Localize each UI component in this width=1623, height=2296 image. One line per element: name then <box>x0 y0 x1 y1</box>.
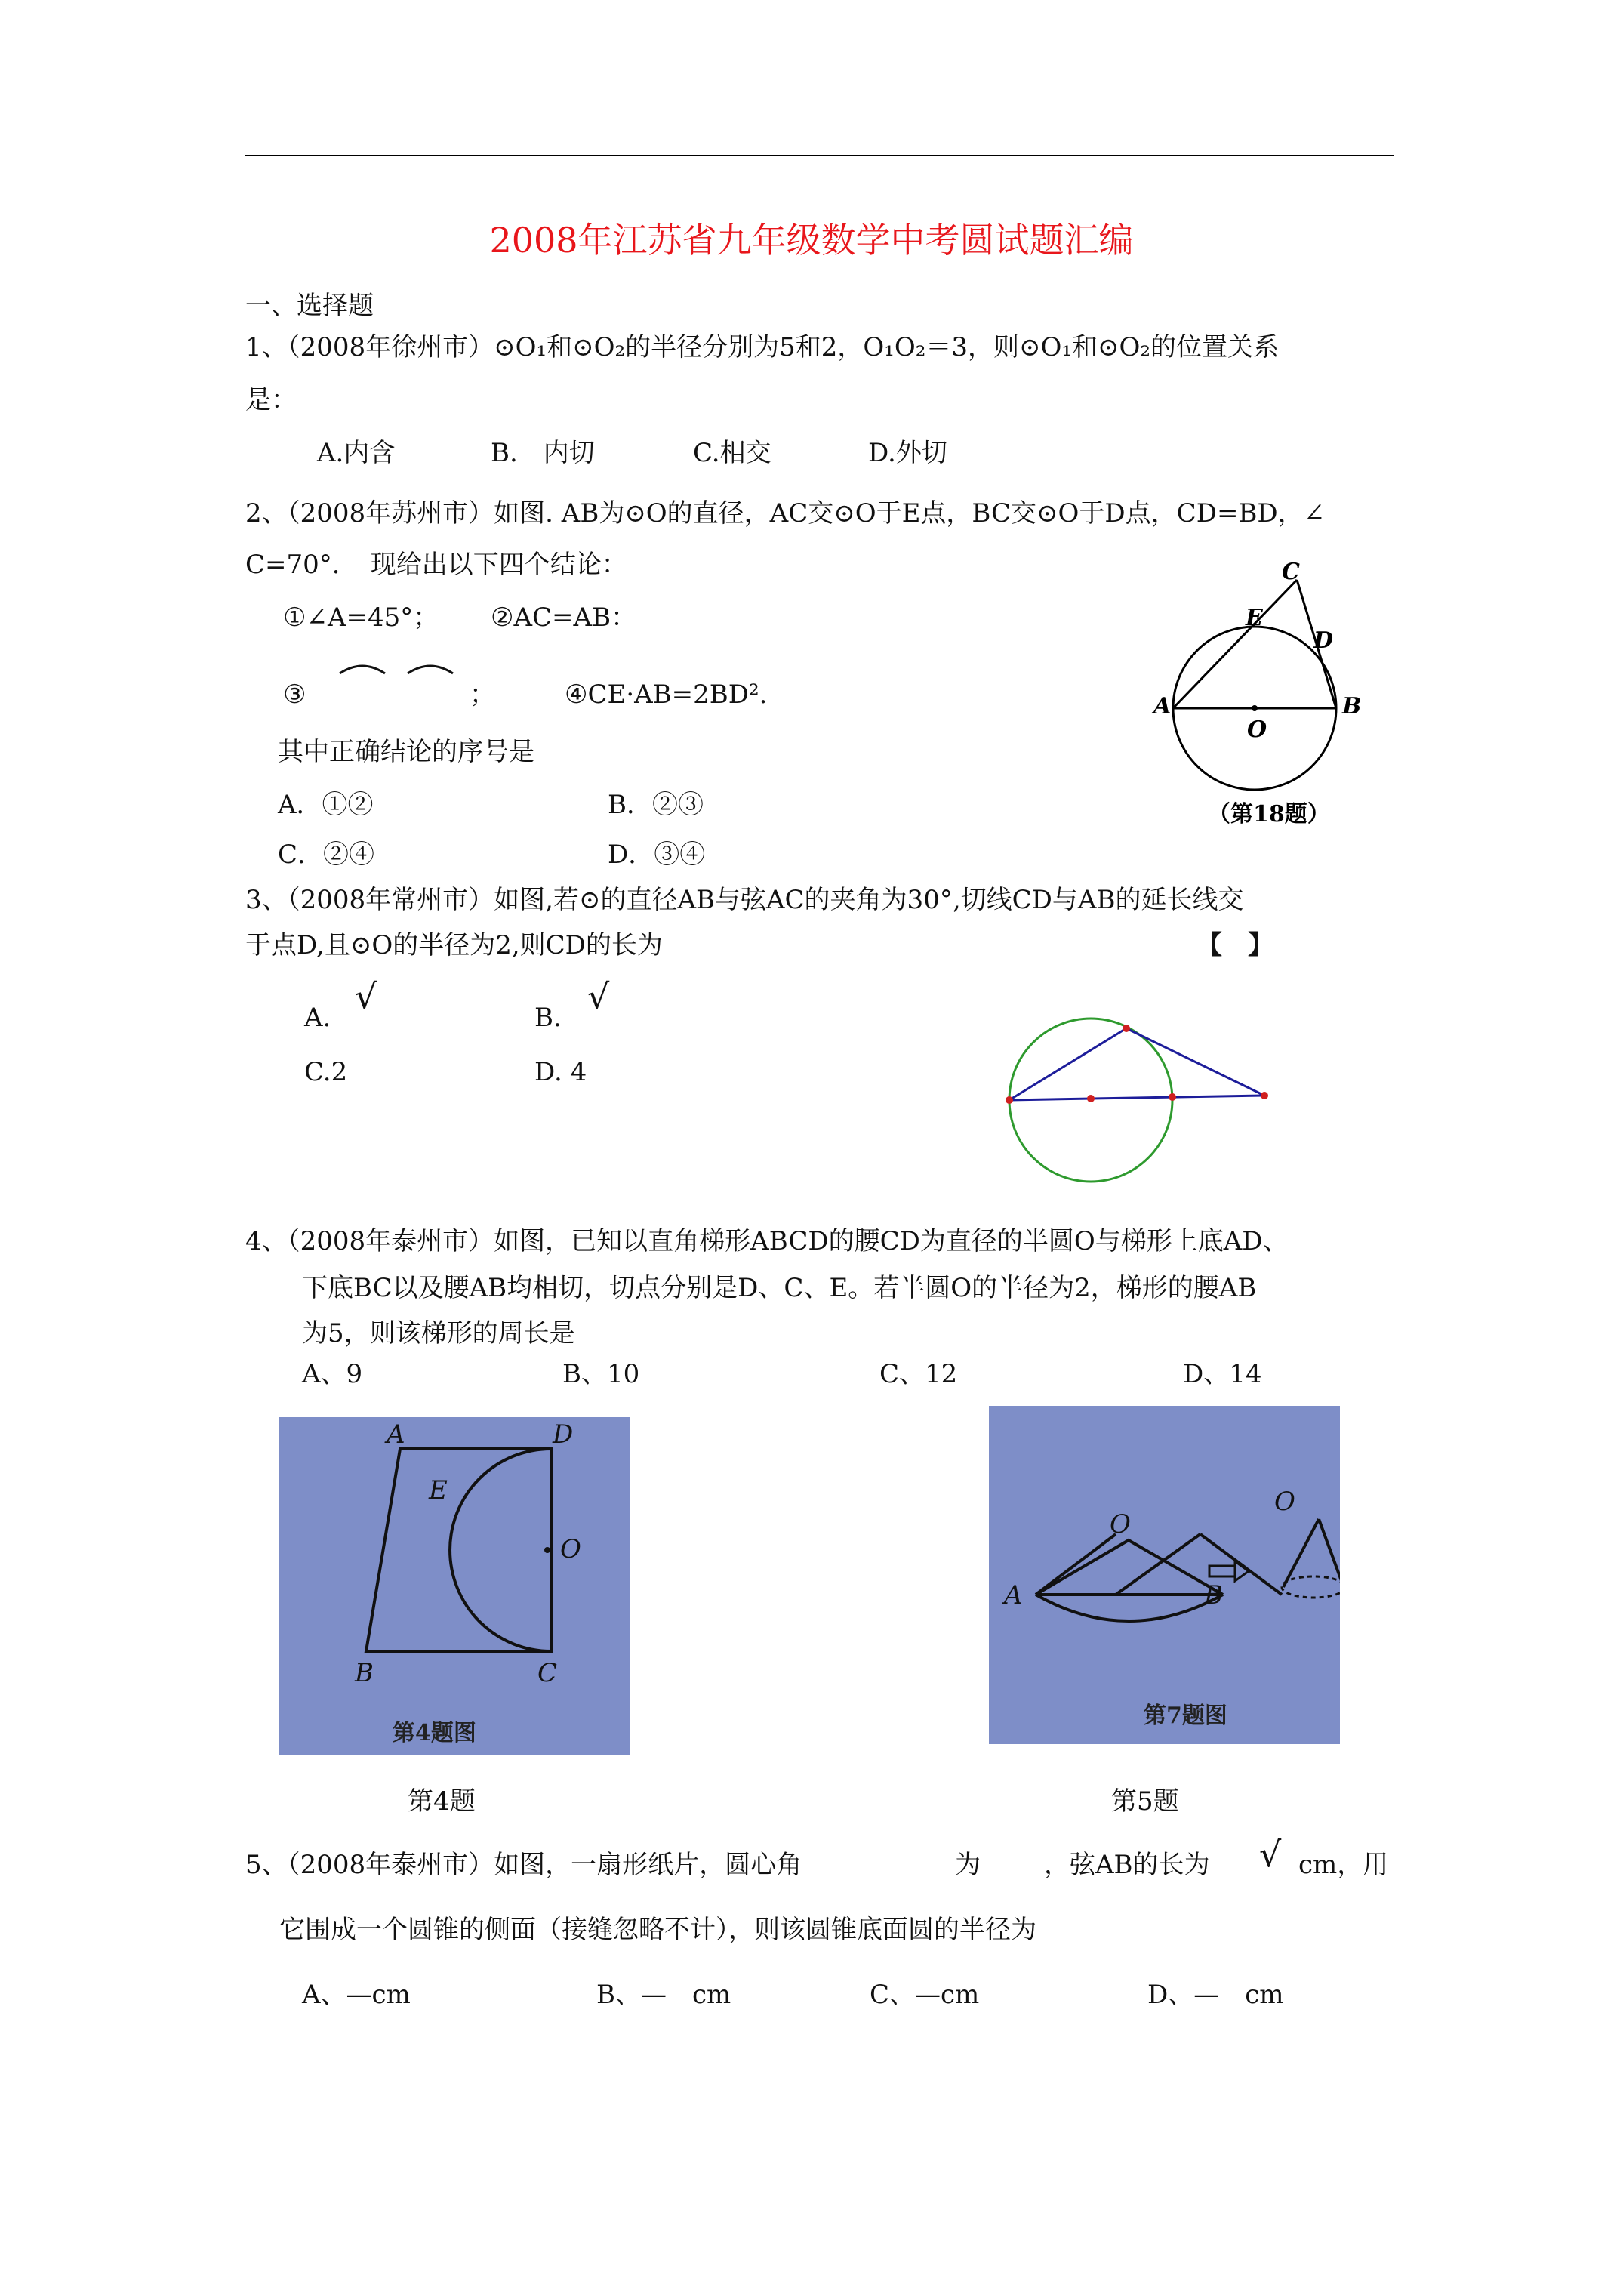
point-o <box>1087 1095 1095 1102</box>
q2-conclusion-4: ④CE·AB=2BD². <box>565 680 768 710</box>
q2-line1: 2、（2008年苏州市）如图. AB为⊙O的直径，AC交⊙O于E点，BC交⊙O于D点，CD=BD，∠ <box>245 498 1326 529</box>
q3-option-d: D. 4 <box>534 1057 587 1087</box>
q3-figure <box>996 1012 1276 1193</box>
line-ac <box>1173 580 1297 708</box>
q2-option-d: D．③④ <box>608 840 706 870</box>
trapezoid-abcd <box>366 1449 551 1651</box>
page-title: 2008年江苏省九年级数学中考圆试题汇编 <box>489 220 1134 260</box>
label-e: E <box>1246 605 1263 631</box>
q2-conclusion-3: ③ <box>283 680 306 710</box>
label-a: A <box>1153 693 1172 720</box>
q4-line3: 为5，则该梯形的周长是 <box>302 1318 575 1348</box>
point-b <box>1169 1093 1176 1101</box>
q4-option-c: C、12 <box>879 1359 958 1389</box>
q4-line2: 下底BC以及腰AB均相切，切点分别是D、C、E。若半圆O的半径为2，梯形的腰AB <box>302 1273 1257 1303</box>
label-a: A <box>1004 1580 1023 1610</box>
arrow-body <box>1209 1566 1235 1576</box>
line-ad <box>1009 1096 1264 1100</box>
q5-option-b: B、— cm <box>596 1980 731 2010</box>
line-cd <box>1126 1028 1264 1096</box>
label-d: D <box>1313 627 1334 654</box>
q1-line1: 1、（2008年徐州市）⊙O₁和⊙O₂的半径分别为5和2，O₁O₂＝3，则⊙O₁和⊙O₂的位置关系 <box>245 332 1280 362</box>
q1-option-c: C.相交 <box>693 438 771 468</box>
q1-line2: 是： <box>245 385 297 415</box>
q2-figure-caption: （第18题） <box>1208 801 1330 827</box>
q5-line1-a: 5、（2008年泰州市）如图，一扇形纸片，圆心角 <box>245 1850 802 1880</box>
q5-option-c: C、—cm <box>870 1980 980 2010</box>
semicircle-o <box>450 1449 551 1651</box>
point-o <box>544 1547 550 1553</box>
q3-line2: 于点D,且⊙O的半径为2,则CD的长为 <box>245 930 663 960</box>
label-o: O <box>1110 1509 1131 1539</box>
q3-option-c: C.2 <box>304 1057 348 1087</box>
q1-option-a: A.内含 <box>317 438 396 468</box>
q5-line1-c: ，弦AB的长为 <box>1044 1850 1210 1880</box>
q4-line1: 4、（2008年泰州市）如图，已知以直角梯形ABCD的腰CD为直径的半圆O与梯形上底AD、 <box>245 1226 1289 1256</box>
q2-prompt: 其中正确结论的序号是 <box>278 737 534 767</box>
q3-option-b: B. <box>534 1003 562 1033</box>
cone-base <box>1282 1576 1340 1598</box>
q5-option-a: A、—cm <box>302 1980 411 2010</box>
label-c: C <box>1282 559 1300 585</box>
q5-option-d: D、— cm <box>1147 1980 1284 2010</box>
point-d <box>1261 1092 1268 1099</box>
q4-caption: 第4题 <box>408 1786 476 1817</box>
q2-option-c: C．②④ <box>278 840 375 870</box>
q4-inner-caption: 第4题图 <box>393 1720 476 1746</box>
q2-figure <box>1132 559 1389 831</box>
q3-line1: 3、（2008年常州市）如图,若⊙的直径AB与弦AC的夹角为30°,切线CD与AB的延长线交 <box>245 885 1244 915</box>
point-c <box>1123 1025 1130 1032</box>
label-c: C <box>537 1658 558 1688</box>
q5-line1-b: 为 <box>955 1850 981 1880</box>
header-rule <box>245 155 1394 156</box>
sqrt-icon: √ <box>587 976 610 1017</box>
label-o: O <box>560 1534 581 1564</box>
sector-left <box>1036 1534 1116 1595</box>
sqrt-icon: √ <box>1259 1834 1282 1875</box>
q4-option-b: B、10 <box>562 1359 640 1389</box>
q5-line1-d: cm，用 <box>1298 1850 1389 1880</box>
q5-caption: 第5题 <box>1111 1786 1179 1817</box>
q2-line2: C=70°． 现给出以下四个结论： <box>245 550 627 580</box>
q2-arc-marks <box>332 655 460 678</box>
q4-figure-photo <box>279 1417 630 1755</box>
label-b: B <box>1342 693 1362 720</box>
label-a: A <box>387 1419 405 1450</box>
q2-option-b: B．②③ <box>608 790 704 820</box>
label-b: B <box>355 1658 374 1688</box>
arc-mark-2 <box>408 666 453 673</box>
center-point <box>1252 705 1258 711</box>
q5-line2: 它围成一个圆锥的侧面（接缝忽略不计），则该圆锥底面圆的半径为 <box>279 1915 1036 1945</box>
q4-option-a: A、9 <box>302 1359 363 1389</box>
label-e: E <box>429 1475 448 1505</box>
q2-conclusion-1: ①∠A=45°； <box>283 603 439 633</box>
q3-option-a: A. <box>304 1003 331 1033</box>
q5-figure-photo <box>989 1406 1340 1744</box>
sector-arc <box>1036 1595 1223 1621</box>
q4-option-d: D、14 <box>1183 1359 1262 1389</box>
label-cone-apex: O <box>1274 1487 1295 1517</box>
section-heading: 一、选择题 <box>245 291 374 321</box>
arc-mark-1 <box>340 666 385 673</box>
label-b: B <box>1204 1580 1223 1610</box>
q5-inner-caption: 第7题图 <box>1144 1703 1227 1729</box>
q2-conclusion-3-sep: ； <box>470 680 495 710</box>
q1-option-b: B. 内切 <box>491 438 595 468</box>
sqrt-icon: √ <box>355 976 377 1017</box>
line-ac <box>1009 1028 1126 1100</box>
label-o: O <box>1247 717 1267 743</box>
q3-answer-bracket: 【 】 <box>1196 930 1273 960</box>
label-d: D <box>553 1419 574 1450</box>
q2-option-a: A．①② <box>278 790 374 820</box>
point-a <box>1006 1096 1013 1104</box>
q2-conclusion-2: ②AC=AB： <box>491 603 637 633</box>
q1-option-d: D.外切 <box>868 438 947 468</box>
radius-oa <box>1116 1534 1200 1595</box>
cone-side-right <box>1319 1519 1340 1587</box>
